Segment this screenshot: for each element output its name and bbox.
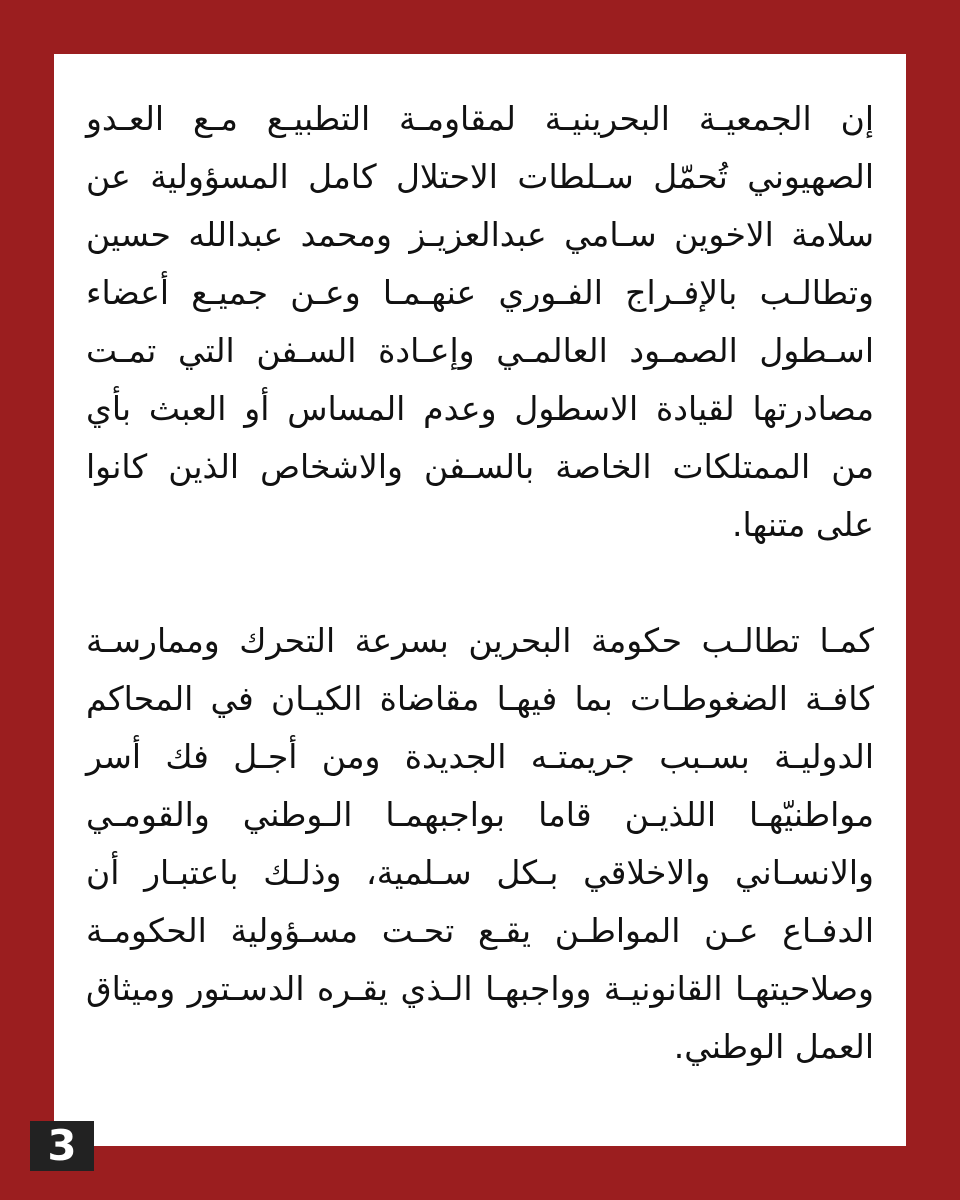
paragraph-demand-release: إن الجمعيـة البحرينيـة لمقاومـة التطبيـع مـع العـدو الصهيوني تُحمّل سـلطات الاحتلال كامل المسؤولية عن سلامة الاخوين سـامي عبدالعزيـز ومحمد عبدالله حسين وتطالـب بالإفـراج الفـوري عنهـمـا وعـن جميـع أعضاء اسـطول الصمـود العالمـي وإعـادة السـفن التي تمـت مصادرتها لقيادة الاسطول وعدم المساس أو العبث بأي من الممتلكات الخاصة بالسـفن والاشخاص الذين كانوا على متنها.: [86, 99, 874, 544]
paragraph-call-on-government: كمـا تطالـب حكومة البحرين بسرعة التحرك وممارسـة كافـة الضغوطـات بما فيهـا مقاضاة الكيـان في المحاكم الدوليـة بسـبب جريمتـه الجديدة ومن أجـل فك أسر مواطنيّهـا اللذيـن قاما بواجبهمـا الـوطني والقومـي والانسـاني والاخلاقي بـكل سـلمية، وذلـك باعتبـار أن الدفـاع عـن المواطـن يقـع تحـت مسـؤولية الحكومـة وصلاحيتهـا القانونيـة وواجبهـا الـذي يقـره الدسـتور وميثاق العمل الوطني.: [86, 621, 874, 1066]
page-number-badge: 3: [30, 1121, 94, 1171]
statement-body: [86, 90, 874, 1076]
text-panel: [54, 54, 906, 1146]
